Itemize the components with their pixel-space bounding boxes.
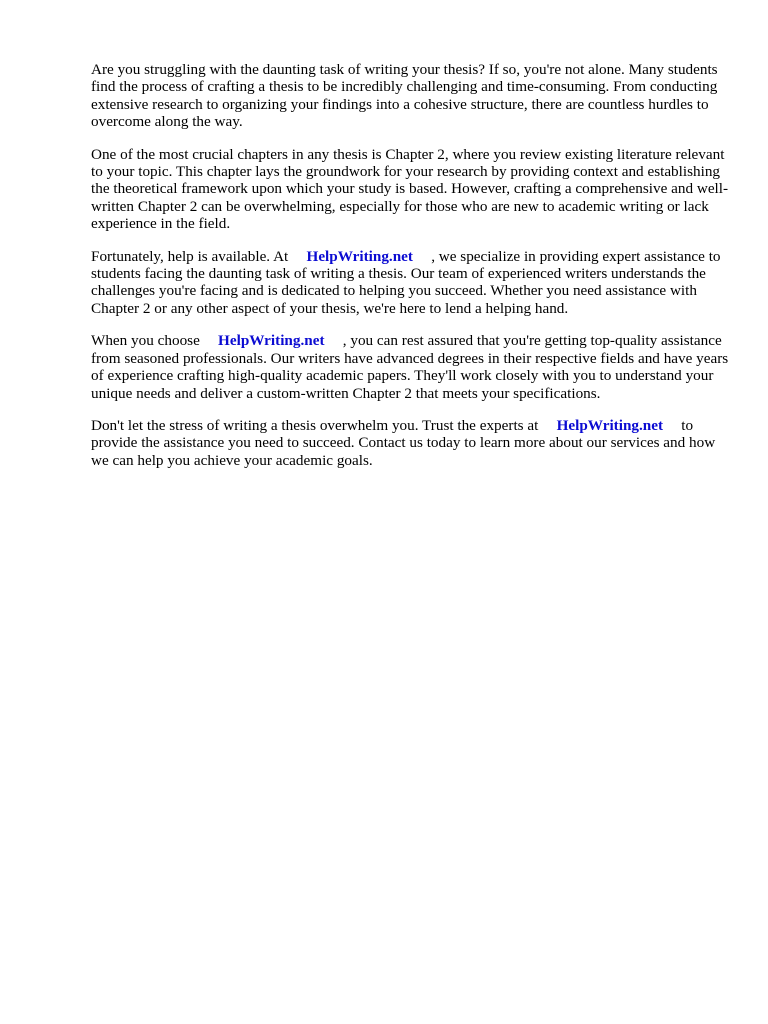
paragraph-chapter-2	[91, 146, 731, 233]
paragraph-help-available	[91, 248, 731, 318]
paragraph-choose	[91, 332, 731, 402]
helpwriting-link[interactable]: HelpWriting.net	[556, 416, 664, 434]
paragraph-text: , we specialize in providing expert assistance to students facing the daunting task of writing a thesis. Our team of experienced writers understands the challenges you're facing and is dedicated to helping you succeed. Whether you need assistance with Chapter 2 or any other aspect of your thesis, we're here to lend a helping hand.	[91, 247, 721, 317]
paragraph-text: Fortunately, help is available. At	[91, 247, 289, 265]
paragraph-text: Are you struggling with the daunting task of writing your thesis? If so, you're not alone. Many students find the process of crafting a thesis to be incredibly challenging and time-consuming. From conducting extensive research to organizing your findings into a cohesive structure, there are countless hurdles to overcome along the way.	[91, 61, 718, 131]
document-body	[91, 61, 731, 484]
paragraph-intro	[91, 61, 731, 131]
paragraph-text: One of the most crucial chapters in any thesis is Chapter 2, where you review existing literature relevant to your topic. This chapter lays the groundwork for your research by providing context and establishing the theoretical framework upon which your study is based. However, crafting a comprehensive and well-written Chapter 2 can be overwhelming, especially for those who are new to academic writing or lack experience in the field.	[91, 145, 729, 233]
paragraph-text: , you can rest assured that you're getting top-quality assistance from seasoned professionals. Our writers have advanced degrees in their respective fields and have years of experience crafting high-quality academic papers. They'll work closely with you to understand your unique needs and deliver a custom-written Chapter 2 that meets your specifications.	[91, 332, 729, 402]
paragraph-closing	[91, 417, 731, 469]
paragraph-text: Don't let the stress of writing a thesis overwhelm you. Trust the experts at	[91, 416, 539, 434]
paragraph-text: When you choose	[91, 332, 200, 350]
paragraph-text: to provide the assistance you need to succeed. Contact us today to learn more about our services and how we can help you achieve your academic goals.	[91, 416, 716, 469]
helpwriting-link[interactable]: HelpWriting.net	[218, 332, 325, 350]
helpwriting-link[interactable]: HelpWriting.net	[306, 247, 413, 265]
